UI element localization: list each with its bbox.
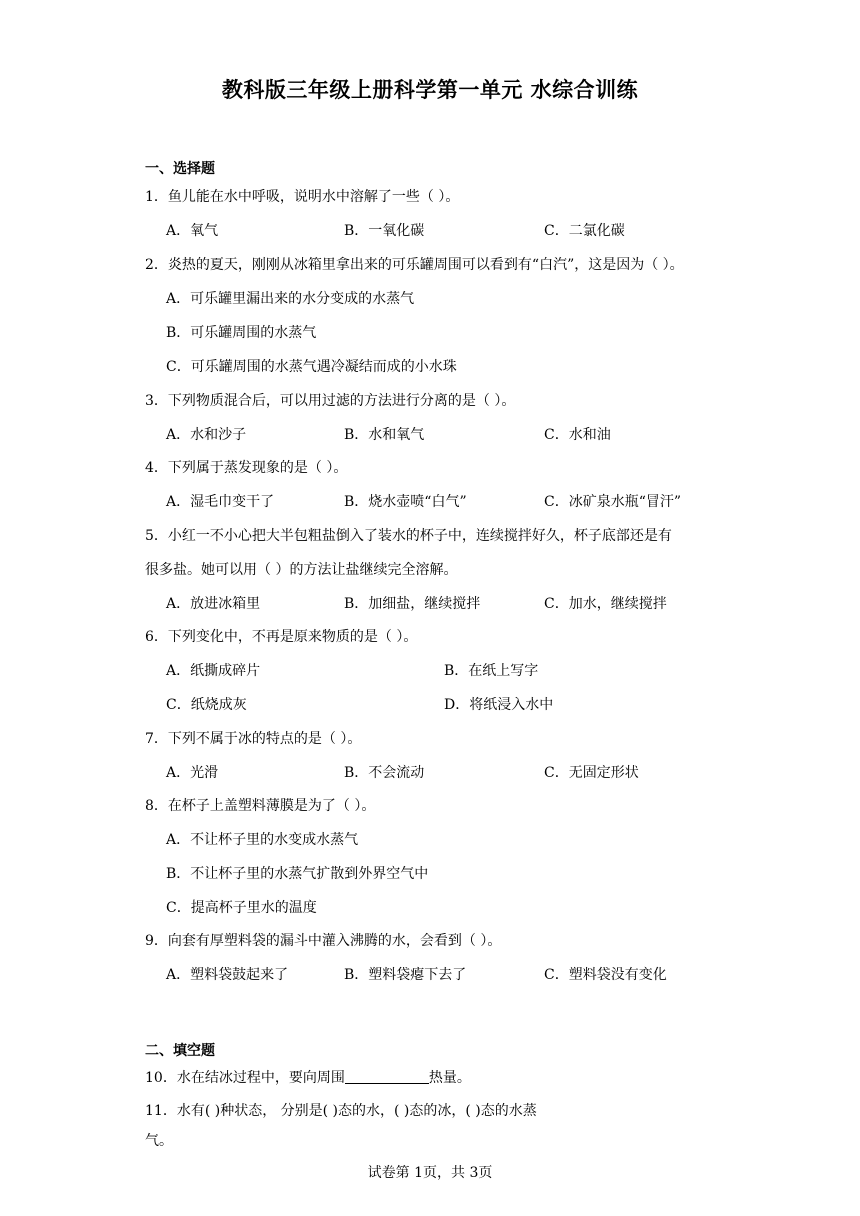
question-2-option-b: B．可乐罐周围的水蒸气 xyxy=(166,325,317,341)
question-1-option-a: A．氧气 xyxy=(166,223,219,239)
question-3-option-c: C．水和油 xyxy=(544,427,611,443)
question-9-option-a: A．塑料袋鼓起来了 xyxy=(166,967,289,983)
page-title: 教科版三年级上册科学第一单元 水综合训练 xyxy=(221,78,639,102)
answer-blank xyxy=(345,1069,429,1084)
question-2-stem: 2．炎热的夏天，刚刚从冰箱里拿出来的可乐罐周围可以看到有“白汽”，这是因为（ ）。 xyxy=(145,257,684,273)
question-5-option-c: C．加水，继续搅拌 xyxy=(544,596,667,612)
question-8-option-c: C．提高杯子里水的温度 xyxy=(166,900,317,916)
question-5-stem-line-1: 5．小红一不小心把大半包粗盐倒入了装水的杯子中，连续搅拌好久，杯子底部还是有 xyxy=(145,528,672,544)
page-footer: 试卷第 1页，共 3页 xyxy=(367,1165,493,1181)
section-heading-choice: 一、选择题 xyxy=(145,161,215,177)
question-9-option-c: C．塑料袋没有变化 xyxy=(544,967,667,983)
question-5-stem-line-2: 很多盐。她可以用（ ）的方法让盐继续完全溶解。 xyxy=(145,562,458,578)
question-4-option-c: C．冰矿泉水瓶“冒汗” xyxy=(544,494,682,510)
question-6-stem: 6．下列变化中，不再是原来物质的是（ ）。 xyxy=(145,629,418,645)
question-9-stem: 9．向套有厚塑料袋的漏斗中灌入沸腾的水，会看到（ ）。 xyxy=(145,933,502,949)
question-7-stem: 7．下列不属于冰的特点的是（ ）。 xyxy=(145,731,362,747)
question-2-option-a: A．可乐罐里漏出来的水分变成的水蒸气 xyxy=(166,291,415,307)
question-1-option-b: B．一氧化碳 xyxy=(344,223,425,239)
question-5-option-b: B．加细盐，继续搅拌 xyxy=(344,596,481,612)
question-1-stem: 1．鱼儿能在水中呼吸，说明水中溶解了一些（ ）。 xyxy=(145,189,460,205)
question-4-option-a: A．湿毛巾变干了 xyxy=(166,494,275,510)
question-5-option-a: A．放进冰箱里 xyxy=(166,596,261,612)
section-heading-fill: 二、填空题 xyxy=(145,1043,215,1059)
question-8-option-b: B．不让杯子里的水蒸气扩散到外界空气中 xyxy=(166,866,429,882)
question-3-option-a: A．水和沙子 xyxy=(166,427,247,443)
question-6-option-c: C．纸烧成灰 xyxy=(166,697,247,713)
question-1-option-c: C．二氯化碳 xyxy=(544,223,625,239)
question-4-stem: 4．下列属于蒸发现象的是（ ）。 xyxy=(145,460,348,476)
question-10-prefix: 10．水在结冰过程中，要向周围 xyxy=(145,1070,345,1086)
question-2-option-c: C．可乐罐周围的水蒸气遇冷凝结而成的小水珠 xyxy=(166,359,457,375)
question-4-option-b: B．烧水壶喷“白气” xyxy=(344,494,467,510)
question-10-suffix: 热量。 xyxy=(428,1070,471,1086)
question-8-stem: 8．在杯子上盖塑料薄膜是为了（ ）。 xyxy=(145,798,376,814)
question-8-option-a: A．不让杯子里的水变成水蒸气 xyxy=(166,832,359,848)
question-6-option-d: D．将纸浸入水中 xyxy=(444,697,554,713)
question-3-stem: 3．下列物质混合后，可以用过滤的方法进行分离的是（ ）。 xyxy=(145,393,516,409)
question-3-option-b: B．水和氧气 xyxy=(344,427,425,443)
question-7-option-a: A．光滑 xyxy=(166,765,219,781)
question-7-option-c: C．无固定形状 xyxy=(544,765,639,781)
question-10 xyxy=(145,1067,471,1087)
question-6-option-a: A．纸撕成碎片 xyxy=(166,663,261,679)
question-7-option-b: B．不会流动 xyxy=(344,765,425,781)
question-11-line-2: 气。 xyxy=(145,1133,173,1149)
question-11-line-1: 11．水有( )种状态， 分别是( )态的水，( )态的冰，( )态的水蒸 xyxy=(145,1103,537,1119)
question-6-option-b: B．在纸上写字 xyxy=(444,663,539,679)
question-9-option-b: B．塑料袋瘪下去了 xyxy=(344,967,467,983)
